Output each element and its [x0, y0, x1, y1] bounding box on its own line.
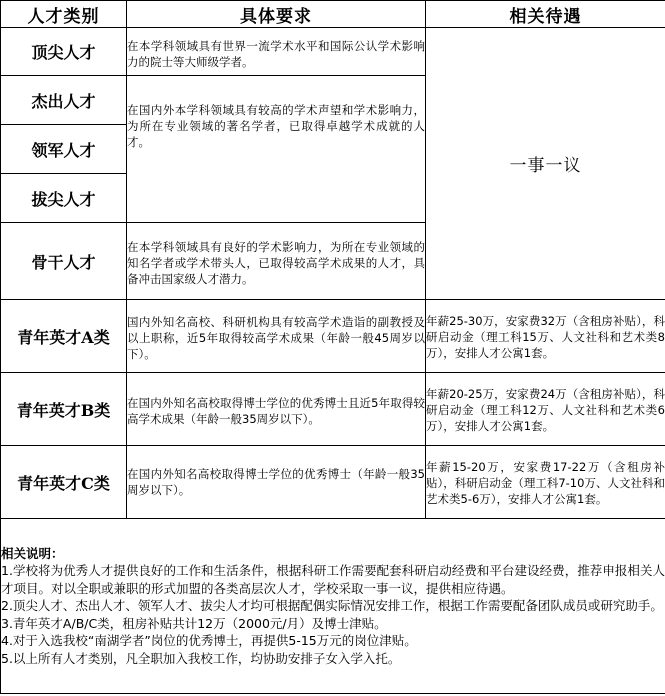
requirement-text: 在国内外知名高校取得博士学位的优秀博士（年龄一般35周岁以下）。 — [127, 467, 425, 497]
requirement-cell — [127, 300, 426, 373]
requirement-cell — [127, 28, 426, 76]
category-cell: 青年英才A类 — [1, 300, 127, 373]
notes-cell — [1, 519, 665, 694]
table-row — [1, 373, 665, 446]
treatment-cell — [426, 300, 665, 373]
header-treatment: 相关待遇 — [426, 1, 665, 28]
treatment-text: 年薪15-20万，安家费17-22万（含租房补贴），科研启动金（理工科7-10万、人文社科和艺术类5-6万），安排人才公寓1套。 — [426, 460, 665, 506]
requirement-text: 在国内外本学科领域具有较高的学术声望和学术影响力，为所在专业领域的著名学者，已取得卓越学术成就的人才。 — [127, 103, 425, 149]
category-cell: 领军人才 — [1, 125, 127, 174]
requirement-text: 在国内外知名高校取得博士学位的优秀博士且近5年取得较高学术成果（年龄一般35周岁以下）。 — [127, 396, 425, 426]
treatment-merged-cell: 一事一议 — [426, 28, 665, 300]
category-cell: 骨干人才 — [1, 223, 127, 300]
treatment-text: 年薪25-30万，安家费32万（含租房补贴），科研启动金（理工科15万、人文社科和艺术类8万），安排人才公寓1套。 — [426, 314, 665, 360]
notes-row — [1, 519, 665, 694]
requirement-text: 在本学科领域具有良好的学术影响力，为所在专业领域的知名学者或学术带头人，已取得较高学术成果的人才，具备冲击国家级人才潜力。 — [127, 240, 425, 286]
treatment-cell — [426, 446, 665, 519]
requirement-cell — [127, 446, 426, 519]
requirement-cell — [127, 373, 426, 446]
table-header-row — [1, 1, 665, 28]
treatment-text: 年薪20-25万，安家费24万（含租房补贴），科研启动金（理工科12万、人文社科和艺术类6万），安排人才公寓1套。 — [426, 387, 665, 433]
requirement-text: 在本学科领域具有世界一流学术水平和国际公认学术影响力的院士等大师级学者。 — [127, 38, 425, 69]
table-row — [1, 300, 665, 373]
requirement-cell — [127, 223, 426, 300]
category-cell: 拔尖人才 — [1, 174, 127, 223]
requirement-merged-cell — [127, 76, 426, 223]
treatment-cell — [426, 373, 665, 446]
note-item: 1.学校将为优秀人才提供良好的工作和生活条件，根据科研工作需要配套科研启动经费和平台建设经费，推荐申报相关人才项目。对以全职或兼职的形式加盟的各类高层次人才，学校采取一事一议，提供相应待遇。 — [1, 563, 665, 596]
requirement-text: 国内外知名高校、科研机构具有较高学术造诣的副教授及以上职称，近5年取得较高学术成果（年龄一般45周岁以下）。 — [127, 315, 425, 361]
table-row — [1, 446, 665, 519]
header-requirement: 具体要求 — [127, 1, 426, 28]
table-row — [1, 28, 665, 76]
note-item: 2.顶尖人才、杰出人才、领军人才、拔尖人才均可根据配偶实际情况安排工作，根据工作需要配备团队成员或研究助手。 — [1, 598, 663, 614]
category-cell: 青年英才B类 — [1, 373, 127, 446]
header-category: 人才类别 — [1, 1, 127, 28]
category-cell: 杰出人才 — [1, 76, 127, 125]
note-item: 4.对于入选我校“南湖学者”岗位的优秀博士，再提供5-15万元的岗位津贴。 — [1, 633, 417, 649]
note-item: 5.以上所有人才类别，凡全职加入我校工作，均协助安排子女入学入托。 — [1, 650, 401, 666]
notes-title: 相关说明： — [1, 545, 64, 561]
category-cell: 顶尖人才 — [1, 28, 127, 76]
note-item: 3.青年英才A/B/C类，租房补贴共计12万（2000元/月）及博士津贴。 — [1, 615, 387, 631]
category-cell: 青年英才C类 — [1, 446, 127, 519]
